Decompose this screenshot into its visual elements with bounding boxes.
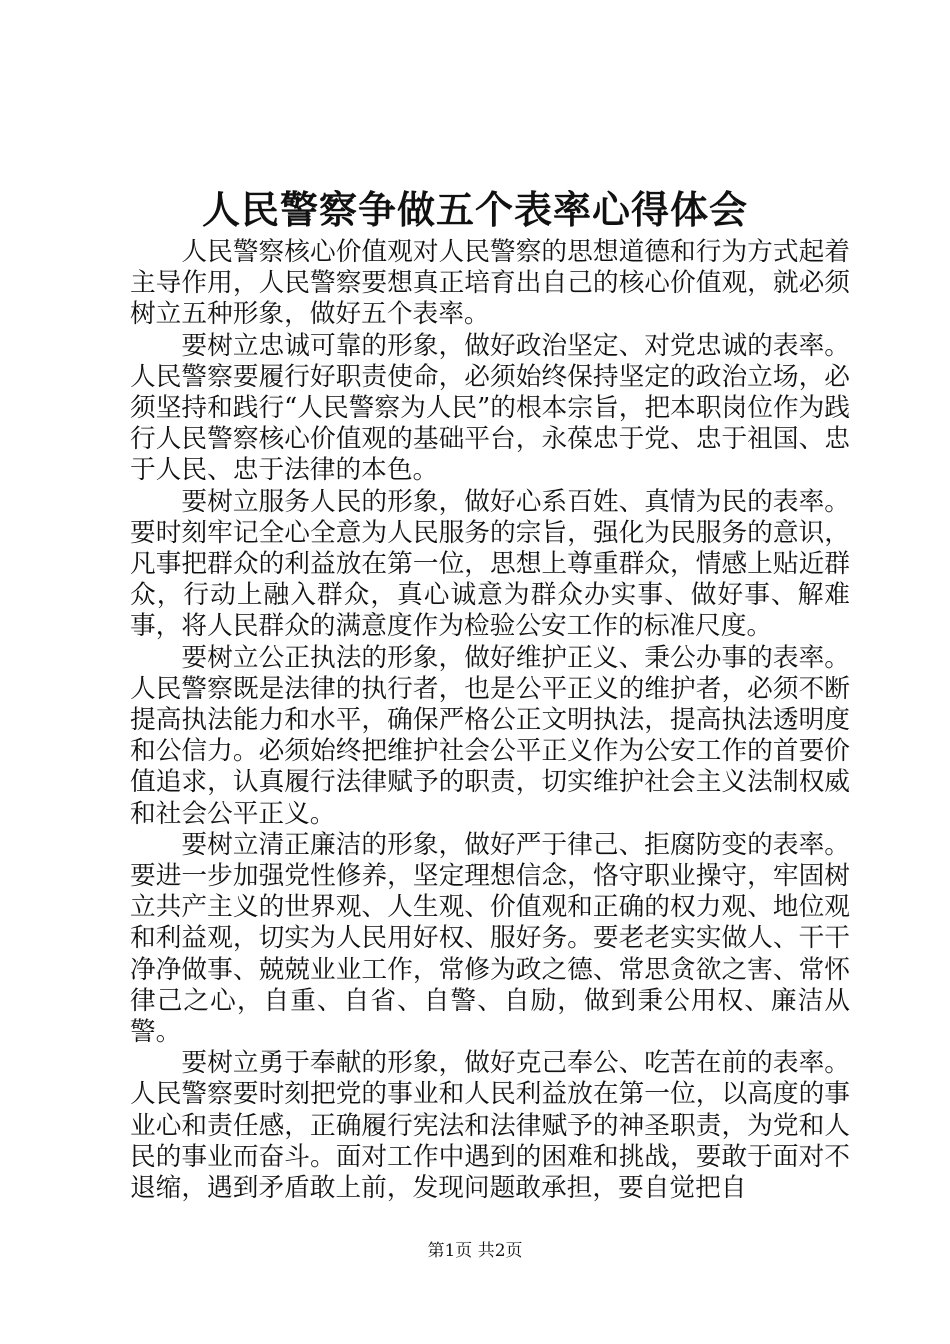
paragraph-4: 要树立公正执法的形象，做好维护正义、秉公办事的表率。人民警察既是法律的执行者，也是公平正义的维护者，必须不断提高执法能力和水平，确保严格公正文明执法，提高执法透明度和公信力。必须始终把维护社会公平正义作为公安工作的首要价值追求，认真履行法律赋予的职责，切实维护社会主义法制权威和社会公平正义。 bbox=[130, 642, 850, 829]
paragraph-3: 要树立服务人民的形象，做好心系百姓、真情为民的表率。要时刻牢记全心全意为人民服务的宗旨，强化为民服务的意识，凡事把群众的利益放在第一位，思想上尊重群众，情感上贴近群众，行动上融入群众，真心诚意为群众办实事、做好事、解难事，将人民群众的满意度作为检验公安工作的标准尺度。 bbox=[130, 486, 850, 642]
document-body bbox=[130, 237, 850, 1204]
document-title: 人民警察争做五个表率心得体会 bbox=[201, 187, 748, 232]
page-number-footer: 第1页 共2页 bbox=[427, 1241, 523, 1261]
paragraph-2: 要树立忠诚可靠的形象，做好政治坚定、对党忠诚的表率。人民警察要履行好职责使命，必须始终保持坚定的政治立场，必须坚持和践行“人民警察为人民”的根本宗旨，把本职岗位作为践行人民警察核心价值观的基础平台，永葆忠于党、忠于祖国、忠于人民、忠于法律的本色。 bbox=[130, 330, 850, 486]
paragraph-6: 要树立勇于奉献的形象，做好克己奉公、吃苦在前的表率。人民警察要时刻把党的事业和人民利益放在第一位，以高度的事业心和责任感，正确履行宪法和法律赋予的神圣职责，为党和人民的事业而奋斗。面对工作中遇到的困难和挑战，要敢于面对不退缩，遇到矛盾敢上前，发现问题敢承担，要自觉把自 bbox=[130, 1048, 850, 1204]
paragraph-1: 人民警察核心价值观对人民警察的思想道德和行为方式起着主导作用，人民警察要想真正培育出自己的核心价值观，就必须树立五种形象，做好五个表率。 bbox=[130, 237, 850, 330]
paragraph-5: 要树立清正廉洁的形象，做好严于律己、拒腐防变的表率。要进一步加强党性修养，坚定理想信念，恪守职业操守，牢固树立共产主义的世界观、人生观、价值观和正确的权力观、地位观和利益观，切实为人民用好权、服好务。要老老实实做人、干干净净做事、兢兢业业工作，常修为政之德、常思贪欲之害、常怀律己之心，自重、自省、自警、自励，做到秉公用权、廉洁从警。 bbox=[130, 829, 850, 1048]
